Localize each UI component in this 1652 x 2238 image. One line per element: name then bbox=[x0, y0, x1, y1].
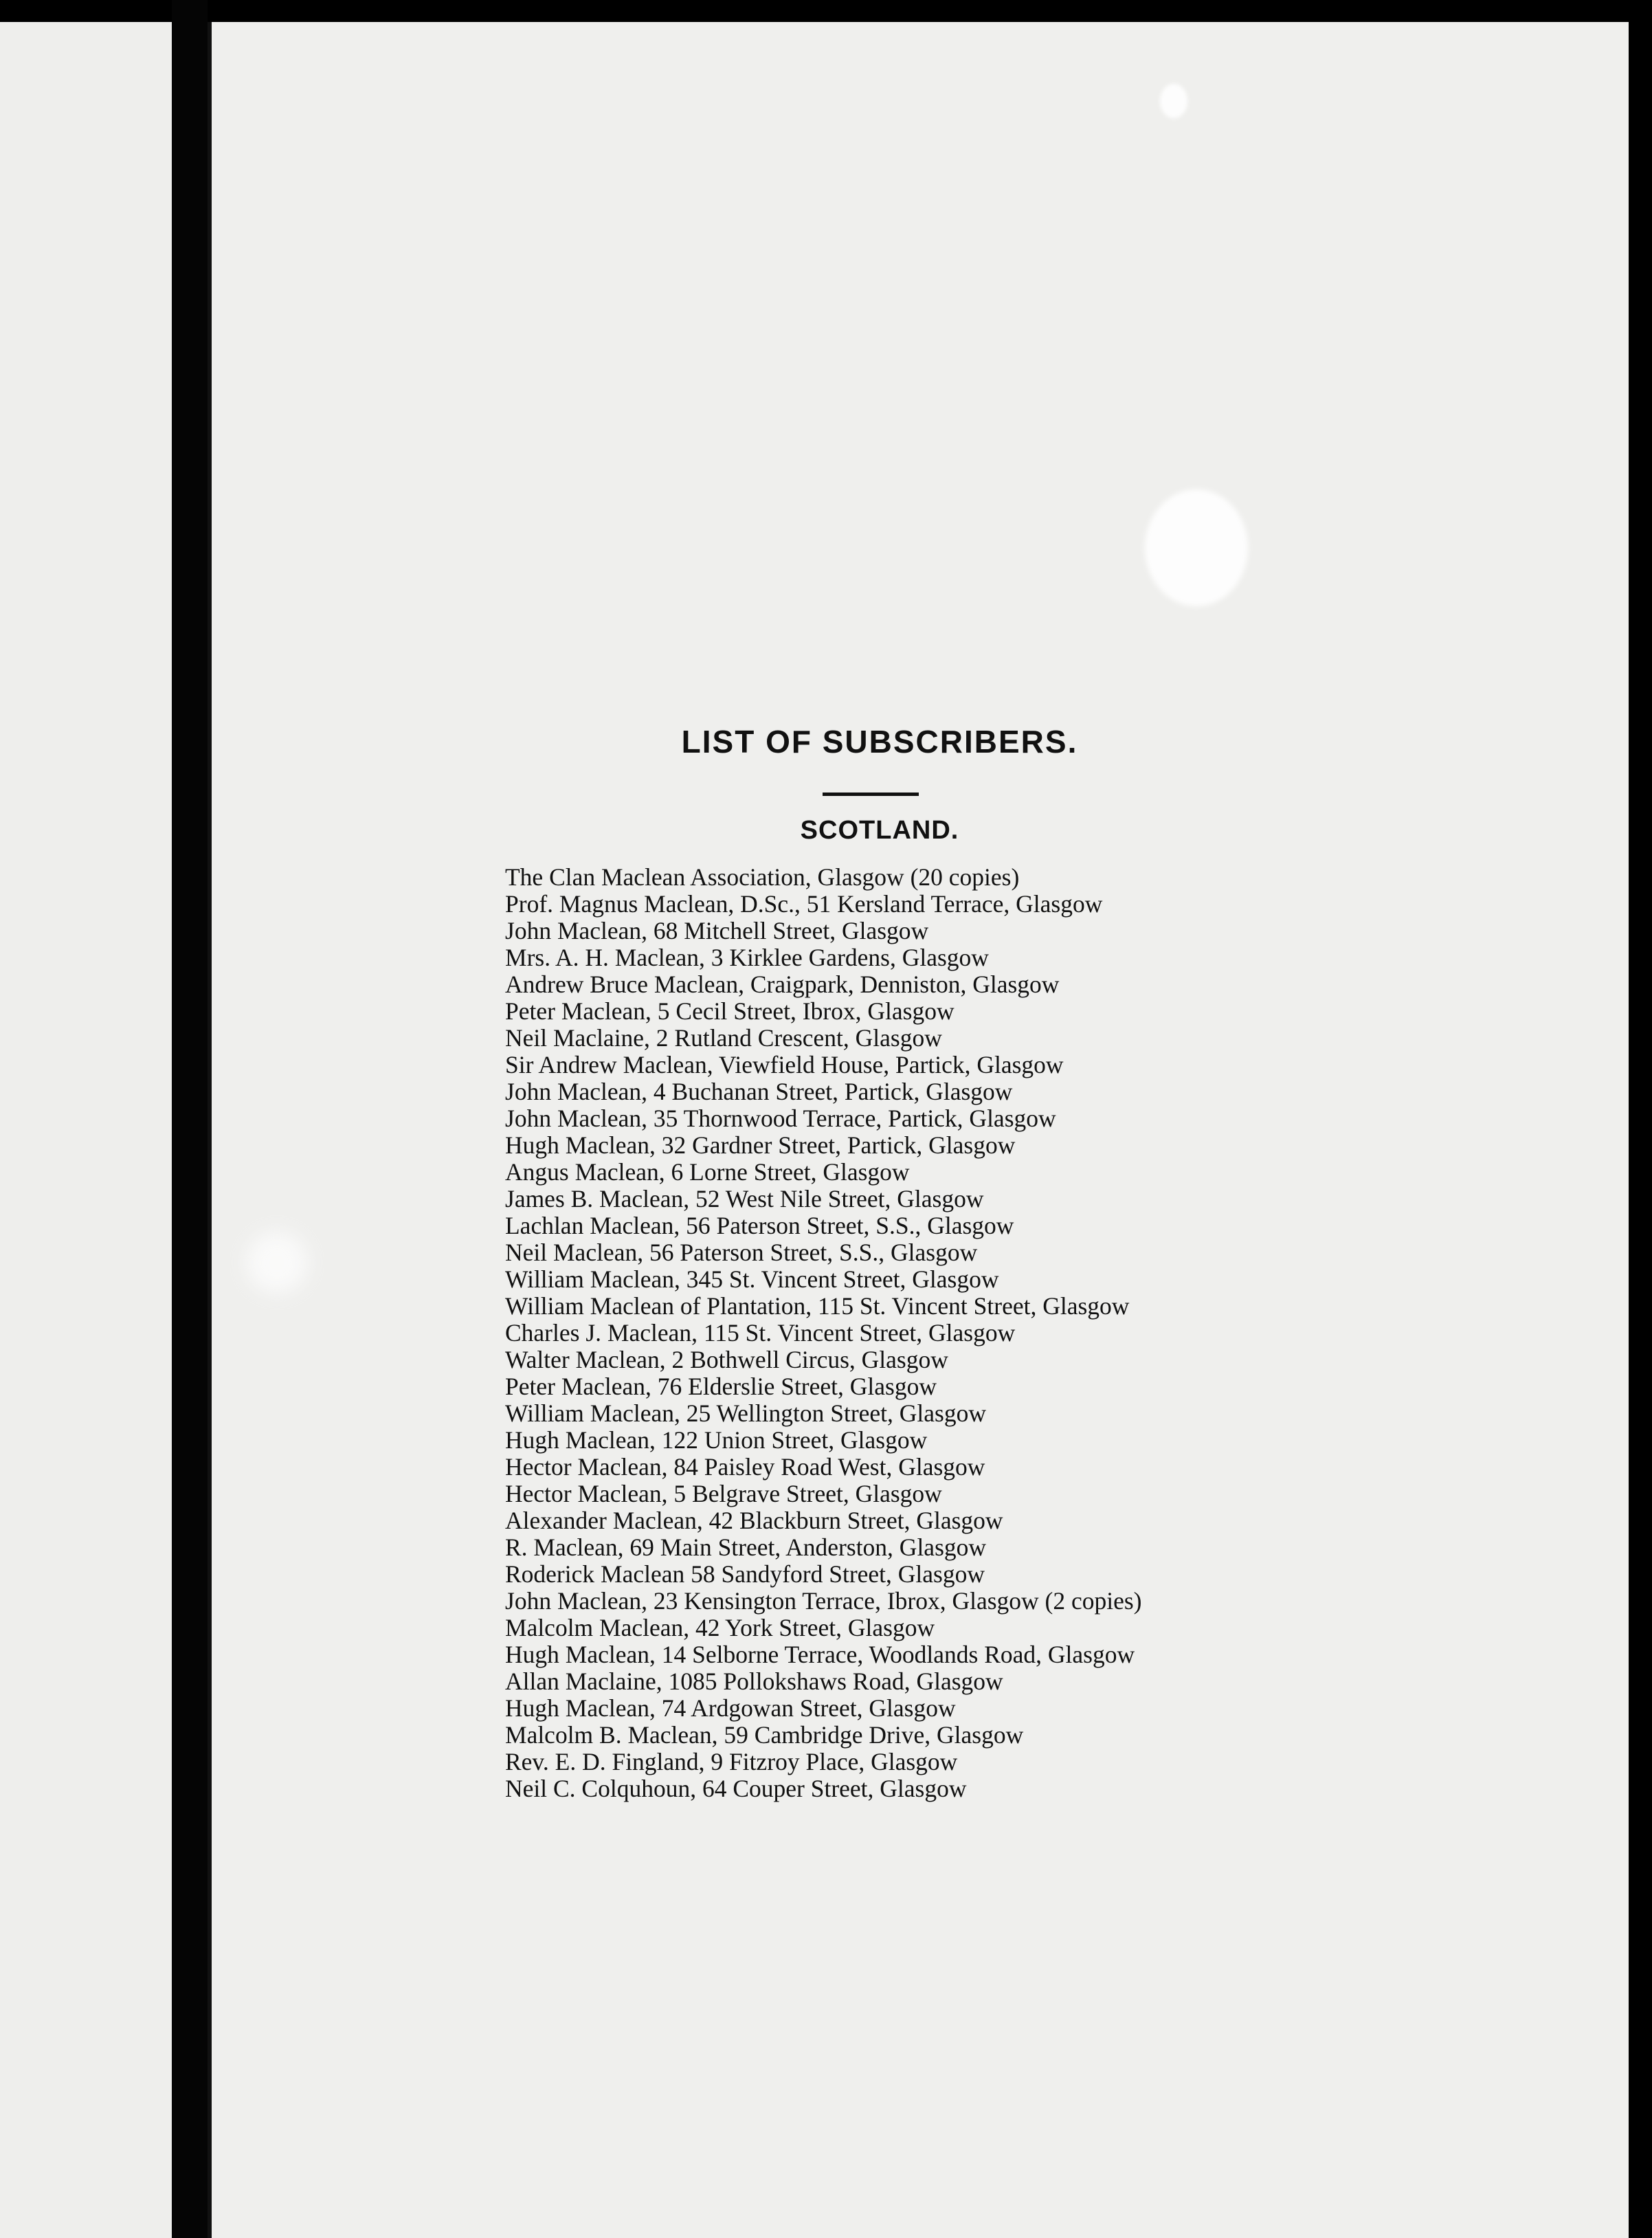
list-item: James B. Maclean, 52 West Nile Street, Glasgow bbox=[505, 1185, 984, 1212]
list-item: Mrs. A. H. Maclean, 3 Kirklee Gardens, Glasgow bbox=[505, 944, 989, 971]
list-item: Neil C. Colquhoun, 64 Couper Street, Glasgow bbox=[505, 1775, 967, 1802]
list-item: Neil Maclaine, 2 Rutland Crescent, Glasgow bbox=[505, 1024, 942, 1052]
list-item: Hugh Maclean, 32 Gardner Street, Partick, Glasgow bbox=[505, 1131, 1016, 1159]
paper-blemish bbox=[1145, 489, 1248, 606]
list-item: Hector Maclean, 5 Belgrave Street, Glasgow bbox=[505, 1480, 942, 1507]
list-item: Charles J. Maclean, 115 St. Vincent Street, Glasgow bbox=[505, 1319, 1016, 1347]
list-item: Sir Andrew Maclean, Viewfield House, Partick, Glasgow bbox=[505, 1051, 1064, 1078]
list-item: William Maclean, 25 Wellington Street, Glasgow bbox=[505, 1399, 986, 1427]
list-item: William Maclean, 345 St. Vincent Street, Glasgow bbox=[505, 1265, 999, 1293]
list-item: Rev. E. D. Fingland, 9 Fitzroy Place, Glasgow bbox=[505, 1748, 958, 1775]
paper-blemish bbox=[246, 1232, 308, 1294]
list-item: John Maclean, 4 Buchanan Street, Partick, Glasgow bbox=[505, 1078, 1013, 1105]
list-item: Walter Maclean, 2 Bothwell Circus, Glasgow bbox=[505, 1346, 948, 1373]
list-item: Hugh Maclean, 14 Selborne Terrace, Woodlands Road, Glasgow bbox=[505, 1641, 1135, 1668]
list-item: William Maclean of Plantation, 115 St. Vincent Street, Glasgow bbox=[505, 1292, 1130, 1320]
paper-blemish bbox=[1160, 84, 1187, 118]
list-item: Andrew Bruce Maclean, Craigpark, Denniston, Glasgow bbox=[505, 971, 1060, 998]
list-item: Hugh Maclean, 74 Ardgowan Street, Glasgow bbox=[505, 1694, 956, 1722]
list-item: John Maclean, 23 Kensington Terrace, Ibrox, Glasgow (2 copies) bbox=[505, 1587, 1142, 1615]
list-item: Hector Maclean, 84 Paisley Road West, Glasgow bbox=[505, 1453, 985, 1481]
title-rule bbox=[823, 793, 919, 796]
list-item: Malcolm Maclean, 42 York Street, Glasgow bbox=[505, 1614, 935, 1641]
list-item: The Clan Maclean Association, Glasgow (20 copies) bbox=[505, 863, 1020, 891]
list-item: Neil Maclean, 56 Paterson Street, S.S., Glasgow bbox=[505, 1239, 978, 1266]
list-item: Peter Maclean, 5 Cecil Street, Ibrox, Glasgow bbox=[505, 997, 955, 1025]
left-page-fragment bbox=[0, 22, 172, 2238]
list-item: John Maclean, 35 Thornwood Terrace, Partick, Glasgow bbox=[505, 1105, 1056, 1132]
list-item: Lachlan Maclean, 56 Paterson Street, S.S., Glasgow bbox=[505, 1212, 1014, 1239]
list-item: Malcolm B. Maclean, 59 Cambridge Drive, Glasgow bbox=[505, 1721, 1024, 1749]
scan-top-edge bbox=[0, 0, 1652, 22]
list-item: Allan Maclaine, 1085 Pollokshaws Road, Glasgow bbox=[505, 1668, 1003, 1695]
page-title: LIST OF SUBSCRIBERS. bbox=[681, 724, 1078, 760]
book-gutter bbox=[172, 0, 208, 2238]
scan-right-edge bbox=[1629, 0, 1652, 2238]
list-item: John Maclean, 68 Mitchell Street, Glasgow bbox=[505, 917, 929, 944]
list-item: Angus Maclean, 6 Lorne Street, Glasgow bbox=[505, 1158, 910, 1186]
list-item: Hugh Maclean, 122 Union Street, Glasgow bbox=[505, 1426, 928, 1454]
list-item: Peter Maclean, 76 Elderslie Street, Glasgow bbox=[505, 1373, 937, 1400]
list-item: Alexander Maclean, 42 Blackburn Street, Glasgow bbox=[505, 1507, 1003, 1534]
list-item: Roderick Maclean 58 Sandyford Street, Glasgow bbox=[505, 1560, 985, 1588]
list-item: R. Maclean, 69 Main Street, Anderston, Glasgow bbox=[505, 1533, 987, 1561]
list-item: Prof. Magnus Maclean, D.Sc., 51 Kersland Terrace, Glasgow bbox=[505, 890, 1103, 918]
subscriber-list bbox=[505, 864, 1495, 1802]
section-heading: SCOTLAND. bbox=[800, 816, 959, 845]
